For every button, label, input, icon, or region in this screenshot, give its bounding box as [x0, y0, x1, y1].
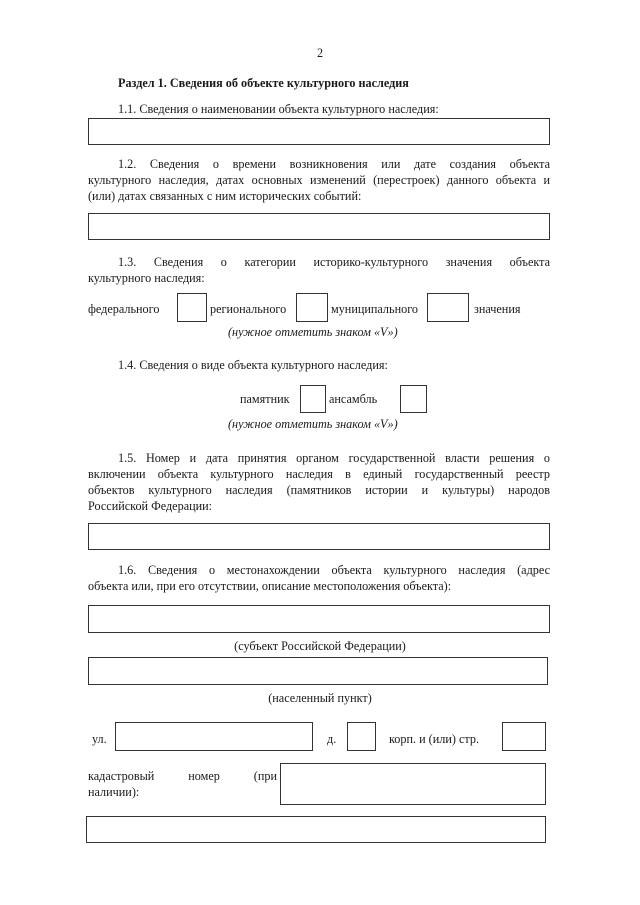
cadastral-label-line2: наличии):: [88, 785, 140, 799]
cadastral-number-field[interactable]: [280, 763, 546, 805]
s1-5-line4: Российской Федерации:: [88, 499, 213, 513]
street-label: ул.: [92, 732, 107, 746]
registry-decision-field[interactable]: [88, 523, 550, 550]
building-label: корп. и (или) стр.: [389, 732, 479, 746]
federal-checkbox[interactable]: [177, 293, 207, 322]
federal-subject-field[interactable]: [88, 605, 550, 633]
s1-4-hint: (нужное отметить знаком «V»): [228, 417, 398, 431]
opt-ensemble-label: ансамбль: [329, 392, 378, 406]
subject-caption: (субъект Российской Федерации): [234, 639, 406, 653]
s1-3-hint: (нужное отметить знаком «V»): [228, 325, 398, 339]
object-name-field[interactable]: [88, 118, 550, 145]
s1-3-line1: 1.3. Сведения о категории историко-культурного значения объекта: [118, 255, 550, 269]
s1-5-line2: включении объекта культурного наследия в единый государственный реестр: [88, 467, 550, 481]
creation-date-field[interactable]: [88, 213, 550, 240]
opt-federal-label: федерального: [88, 302, 160, 316]
s1-6-line2: объекта или, при его отсутствии, описание местоположения объекта):: [88, 579, 452, 593]
s1-3-line2: культурного наследия:: [88, 271, 205, 285]
locality-field[interactable]: [88, 657, 548, 685]
s1-2-line1: 1.2. Сведения о времени возникновения или дате создания объекта: [118, 157, 550, 171]
regional-checkbox[interactable]: [296, 293, 328, 322]
s1-5-line1: 1.5. Номер и дата принятия органом государственной власти решения о: [118, 451, 550, 465]
s1-5-line3: объектов культурного наследия (памятников истории и культуры) народов: [88, 483, 550, 497]
cadastral-label-line1: кадастровый номер (при: [88, 769, 277, 783]
page-number: 2: [316, 46, 324, 60]
house-label: д.: [327, 732, 337, 746]
municipal-checkbox[interactable]: [427, 293, 469, 322]
monument-checkbox[interactable]: [300, 385, 326, 413]
s1-6-line1: 1.6. Сведения о местонахождении объекта культурного наследия (адрес: [118, 563, 550, 577]
section-title: Раздел 1. Сведения об объекте культурного наследия: [118, 76, 409, 90]
street-field[interactable]: [115, 722, 313, 751]
additional-field[interactable]: [86, 816, 546, 843]
locality-caption: (населенный пункт): [268, 691, 372, 705]
significance-suffix: значения: [474, 302, 521, 316]
opt-monument-label: памятник: [240, 392, 290, 406]
ensemble-checkbox[interactable]: [400, 385, 427, 413]
s1-1-label: 1.1. Сведения о наименовании объекта культурного наследия:: [118, 102, 439, 116]
house-field[interactable]: [347, 722, 376, 751]
opt-municipal-label: муниципального: [331, 302, 418, 316]
building-field[interactable]: [502, 722, 546, 751]
s1-2-line3: (или) датах связанных с ним исторических событий:: [88, 189, 362, 203]
s1-2-line2: культурного наследия, датах основных изменений (перестроек) данного объекта и: [88, 173, 550, 187]
s1-4-label: 1.4. Сведения о виде объекта культурного наследия:: [118, 358, 388, 372]
opt-regional-label: регионального: [210, 302, 287, 316]
